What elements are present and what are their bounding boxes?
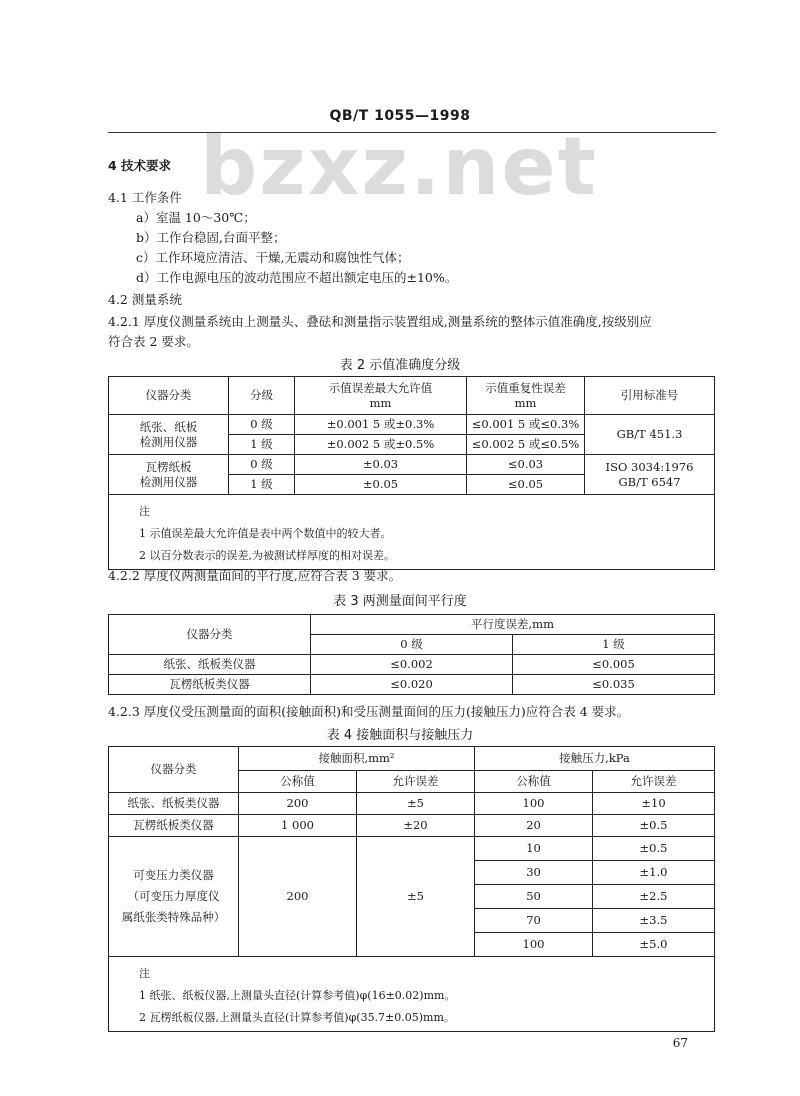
value-cell: ±1.0 — [593, 861, 715, 885]
table-4-caption: 表 4 接触面积与接触压力 — [326, 728, 474, 743]
value-cell: 100 — [475, 793, 593, 815]
value-cell: ≤0.035 — [513, 675, 715, 695]
header-cell: 分级 — [229, 377, 295, 415]
table-row — [109, 815, 715, 837]
value-cell: ≤0.005 — [513, 655, 715, 675]
section-4-2-title: 4.2 测量系统 — [108, 292, 182, 307]
value-cell: ±5 — [357, 793, 475, 815]
header-cell: 平行度误差,mm — [311, 615, 715, 635]
grade-cell: 1 级 — [229, 435, 295, 455]
section-4-2-1-text-cont: 符合表 2 要求。 — [108, 334, 199, 349]
category-cell — [109, 837, 239, 957]
note-title: 注 — [139, 967, 150, 980]
header-cell: 仪器分类 — [109, 747, 239, 793]
page-number: 67 — [672, 1036, 688, 1050]
category-line: 检测用仪器 — [139, 474, 198, 489]
header-cell: 接触压力,kPa — [475, 747, 715, 771]
table-row — [109, 655, 715, 675]
value-cell: ≤0.05 — [467, 475, 585, 495]
category-line: （可变压力厚度仪 — [127, 889, 220, 903]
grade-cell: 0 级 — [229, 415, 295, 435]
header-cell: 仪器分类 — [109, 615, 311, 655]
header-unit: mm — [514, 395, 537, 410]
condition-item: d）工作电源电压的波动范围应不超出额定电压的±10%。 — [136, 270, 458, 285]
category-cell: 纸张、纸板类仪器 — [109, 655, 311, 675]
value-cell: ±0.001 5 或±0.3% — [295, 415, 467, 435]
value-cell: 70 — [475, 909, 593, 933]
section-4-2-3-text: 4.2.3 厚度仪受压测量面的面积(接触面积)和受压测量面间的压力(接触压力)应符合表 4 要求。 — [108, 704, 630, 719]
header-cell: 公称值 — [239, 771, 357, 793]
header-cell: 公称值 — [475, 771, 593, 793]
condition-item: b）工作台稳固,台面平整； — [136, 230, 286, 245]
value-cell: ±5 — [357, 837, 475, 957]
category-line: 可变压力类仪器 — [133, 868, 214, 882]
category-line: 瓦楞纸板 — [145, 459, 192, 474]
header-unit: mm — [369, 395, 392, 410]
category-cell: 瓦楞纸板类仪器 — [109, 815, 239, 837]
note-item: 1 纸张、纸板仪器,上测量头直径(计算参考值)φ(16±0.02)mm。 — [139, 989, 456, 1002]
table-3-caption: 表 3 两测量面间平行度 — [333, 594, 467, 609]
value-cell: 100 — [475, 933, 593, 957]
section-4-2-1-text: 4.2.1 厚度仪测量系统由上测量头、叠砝和测量指示装置组成,测量系统的整体示值准确度,按级别应 — [108, 314, 652, 329]
header-cell — [295, 377, 467, 415]
value-cell: 20 — [475, 815, 593, 837]
table-4 — [108, 746, 715, 1032]
table-row — [109, 495, 715, 570]
header-cell: 允许误差 — [357, 771, 475, 793]
value-cell: 200 — [239, 837, 357, 957]
value-cell: ±0.5 — [593, 837, 715, 861]
table-note — [109, 495, 715, 570]
header-cell: 1 级 — [513, 635, 715, 655]
table-row — [109, 615, 715, 635]
value-cell: 1 000 — [239, 815, 357, 837]
value-cell: ≤0.020 — [311, 675, 513, 695]
grade-cell: 0 级 — [229, 455, 295, 475]
table-row — [109, 455, 715, 475]
section-4-2-2-text: 4.2.2 厚度仪两测量面间的平行度,应符合表 3 要求。 — [108, 568, 402, 583]
category-line: 检测用仪器 — [139, 434, 198, 449]
note-item: 2 瓦楞纸板仪器,上测量头直径(计算参考值)φ(35.7±0.05)mm。 — [139, 1011, 455, 1024]
category-cell — [109, 455, 229, 495]
note-item: 1 示值误差最大允许值是表中两个数值中的较大者。 — [139, 527, 392, 540]
value-cell: 10 — [475, 837, 593, 861]
section-4-title: 4 技术要求 — [108, 158, 172, 173]
value-cell: ±0.05 — [295, 475, 467, 495]
value-cell: ±0.002 5 或±0.5% — [295, 435, 467, 455]
header-cell: 引用标准号 — [585, 377, 715, 415]
category-cell: 瓦楞纸板类仪器 — [109, 675, 311, 695]
table-row — [109, 675, 715, 695]
header-cell — [467, 377, 585, 415]
value-cell: ±3.5 — [593, 909, 715, 933]
table-row — [109, 415, 715, 435]
category-line: 属纸张类特殊品种） — [121, 910, 226, 924]
table-row — [109, 377, 715, 415]
category-cell — [109, 415, 229, 455]
standard-code-header: QB/T 1055—1998 — [329, 108, 471, 124]
value-cell: 30 — [475, 861, 593, 885]
value-cell: ±5.0 — [593, 933, 715, 957]
value-cell: 200 — [239, 793, 357, 815]
table-3 — [108, 614, 715, 695]
value-cell: ≤0.002 5 或≤0.5% — [467, 435, 585, 455]
value-cell: ±0.5 — [593, 815, 715, 837]
standard-cell — [585, 455, 715, 495]
table-2-caption: 表 2 示值准确度分级 — [339, 358, 461, 373]
table-row — [109, 747, 715, 771]
value-cell: ±2.5 — [593, 885, 715, 909]
condition-item: a）室温 10～30℃； — [136, 210, 256, 225]
header-cell: 接触面积,mm² — [239, 747, 475, 771]
header-label: 示值误差最大允许值 — [328, 380, 433, 395]
value-cell: ≤0.002 — [311, 655, 513, 675]
header-label: 示值重复性误差 — [485, 380, 566, 395]
section-4-1-title: 4.1 工作条件 — [108, 190, 182, 205]
grade-cell: 1 级 — [229, 475, 295, 495]
standard-line: GB/T 6547 — [618, 474, 681, 489]
header-cell: 仪器分类 — [109, 377, 229, 415]
standard-line: ISO 3034:1976 — [605, 459, 694, 474]
table-row — [109, 837, 715, 861]
value-cell: ±0.03 — [295, 455, 467, 475]
value-cell: 50 — [475, 885, 593, 909]
note-item: 2 以百分数表示的误差,为被测试样厚度的相对误差。 — [139, 549, 395, 562]
standard-cell: GB/T 451.3 — [585, 415, 715, 455]
value-cell: ±10 — [593, 793, 715, 815]
table-row — [109, 793, 715, 815]
category-line: 纸张、纸板 — [139, 419, 198, 434]
header-cell: 0 级 — [311, 635, 513, 655]
value-cell: ≤0.03 — [467, 455, 585, 475]
header-cell: 允许误差 — [593, 771, 715, 793]
header-rule — [108, 132, 716, 133]
note-title: 注 — [139, 505, 150, 518]
value-cell: ≤0.001 5 或≤0.3% — [467, 415, 585, 435]
watermark: bzxz.net — [200, 120, 598, 213]
table-2 — [108, 376, 715, 570]
table-note — [109, 957, 715, 1032]
condition-item: c）工作环境应清洁、干燥,无震动和腐蚀性气体； — [136, 250, 410, 265]
category-cell: 纸张、纸板类仪器 — [109, 793, 239, 815]
table-row — [109, 957, 715, 1032]
value-cell: ±20 — [357, 815, 475, 837]
